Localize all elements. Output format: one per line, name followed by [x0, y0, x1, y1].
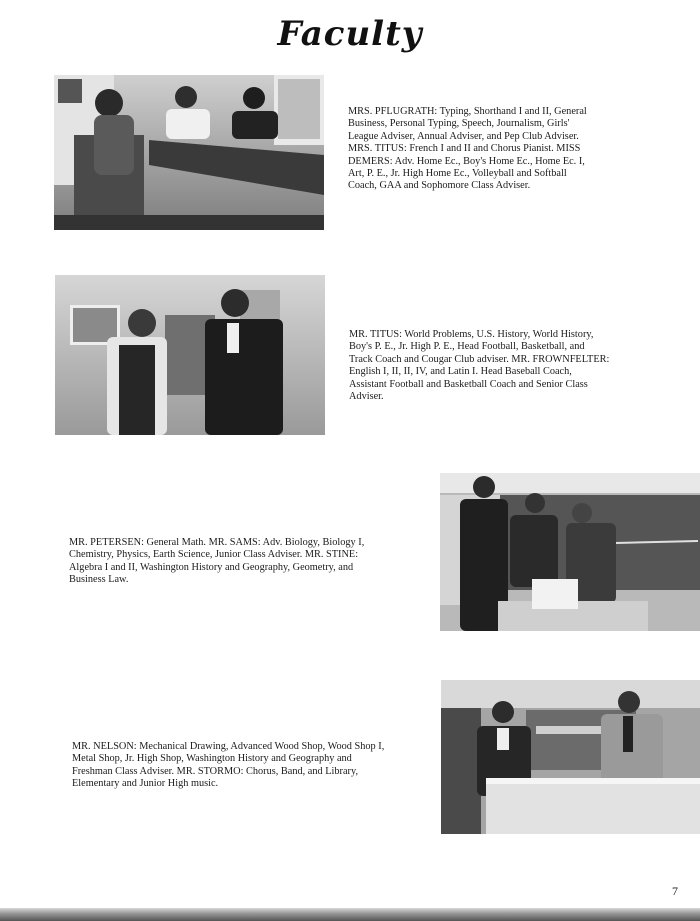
page-number: 7 — [672, 884, 678, 898]
page-bottom-edge — [0, 908, 700, 921]
caption-3: MR. PETERSEN: General Math. MR. SAMS: Adv. Biology, Biology I, Chemistry, Physics, Earth Science, Junior Class Adviser. MR. STINE: Algebra I and II, Washington History and Geography, Geometry, and Business Law. — [69, 537, 365, 586]
page-title: Faculty — [277, 14, 423, 54]
caption-2: MR. TITUS: World Problems, U.S. History, World History, Boy's P. E., Jr. High P. E., Head Football, Basketball, and Track Coach and Cougar Club adviser. MR. FROWNFELTER: English I, II, II, IV, and Latin I. Head Baseball Coach, Assistant Football and Basketball Coach and Senior Class Adviser. — [349, 329, 610, 403]
photo-three-women-at-table — [54, 75, 324, 230]
photo-three-men-at-chalkboard — [440, 473, 700, 631]
caption-1: MRS. PFLUGRATH: Typing, Shorthand I and II, General Business, Personal Typing, Speech, Journalism, Girls' League Adviser, Annual Adviser, and Pep Club Adviser. MRS. TITUS: French I and II and Chorus Pianist. MISS DEMERS: Adv. Home Ec., Boy's Home Ec., Home Ec. I, Art, P. E., Jr. High Home Ec., Volleyball and Softball Coach, GAA and Sophomore Class Adviser. — [348, 106, 587, 192]
photo-two-men-standing — [55, 275, 325, 435]
photo-two-men-at-desk — [441, 680, 700, 834]
caption-4: MR. NELSON: Mechanical Drawing, Advanced Wood Shop, Wood Shop I, Metal Shop, Jr. High Shop, Washington History and Geography and Freshman Class Adviser. MR. STORMO: Chorus, Band, and Library, Elementary and Junior High music. — [72, 741, 385, 790]
